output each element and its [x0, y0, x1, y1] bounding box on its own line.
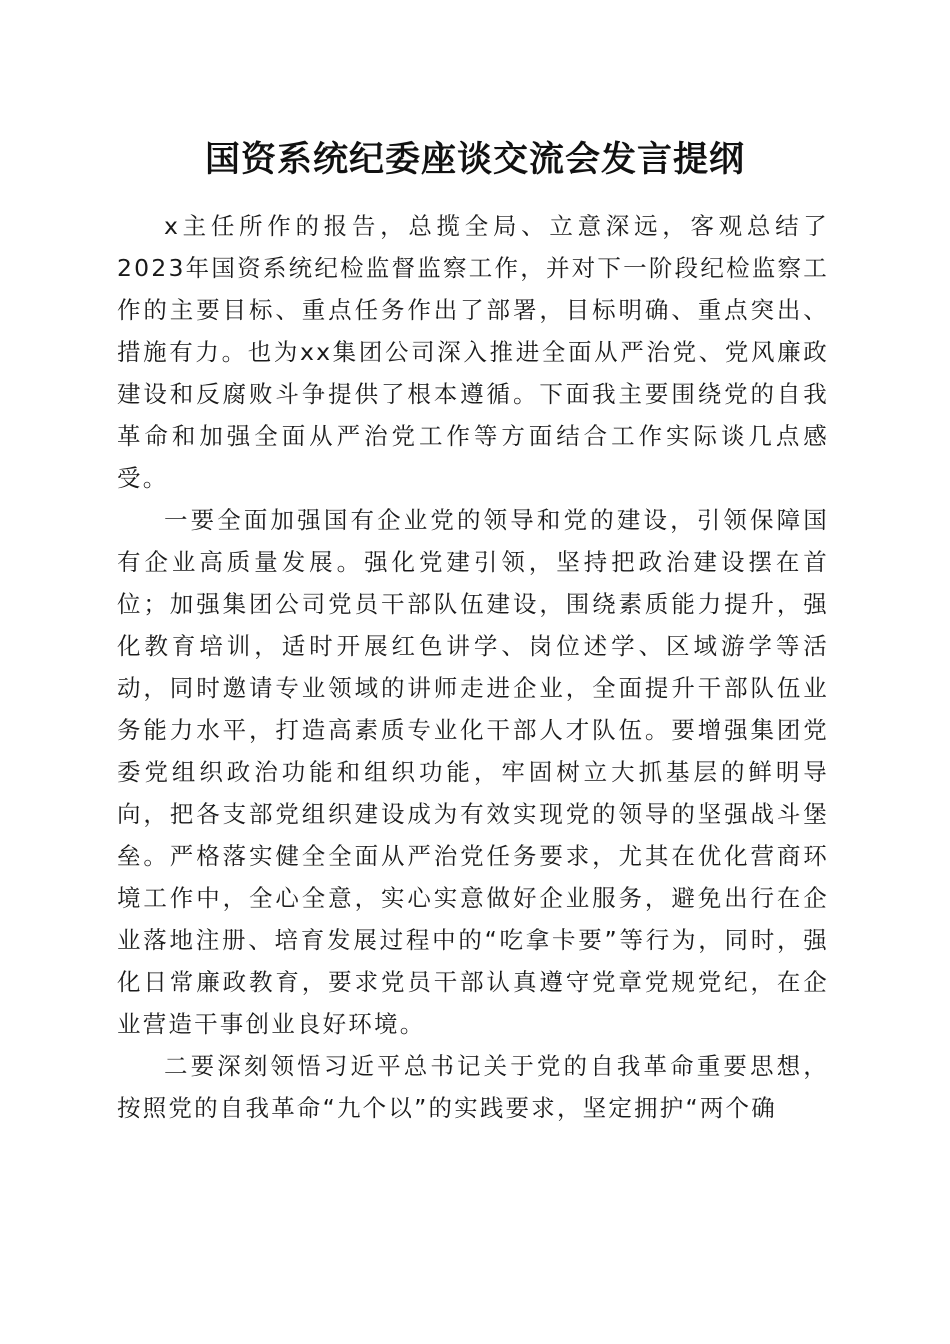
paragraph-intro: x主任所作的报告，总揽全局、立意深远，客观总结了2023年国资系统纪检监督监察工作，并对下一阶段纪检监察工作的主要目标、重点任务作出了部署，目标明确、重点突出、措施有力。也为xx集团公司深入推进全面从严治党、党风廉政建设和反腐败斗争提供了根本遵循。下面我主要围绕党的自我革命和加强全面从严治党工作等方面结合工作实际谈几点感受。: [117, 212, 829, 492]
document-title: 国资系统纪委座谈交流会发言提纲: [204, 139, 745, 180]
paragraph-point-one: 一要全面加强国有企业党的领导和党的建设，引领保障国有企业高质量发展。强化党建引领，坚持把政治建设摆在首位；加强集团公司党员干部队伍建设，围绕素质能力提升，强化教育培训，适时开展红色讲学、岗位述学、区域游学等活动，同时邀请专业领域的讲师走进企业，全面提升干部队伍业务能力水平，打造高素质专业化干部人才队伍。要增强集团党委党组织政治功能和组织功能，牢固树立大抓基层的鲜明导向，把各支部党组织建设成为有效实现党的领导的坚强战斗堡垒。严格落实健全全面从严治党任务要求，尤其在优化营商环境工作中，全心全意，实心实意做好企业服务，避免出行在企业落地注册、培育发展过程中的“吃拿卡要”等行为，同时，强化日常廉政教育，要求党员干部认真遵守党章党规党纪，在企业营造干事创业良好环境。: [117, 506, 829, 1038]
paragraph-point-two: 二要深刻领悟习近平总书记关于党的自我革命重要思想，按照党的自我革命“九个以”的实践要求，坚定拥护“两个确: [117, 1052, 829, 1122]
document-body: [117, 205, 829, 1129]
